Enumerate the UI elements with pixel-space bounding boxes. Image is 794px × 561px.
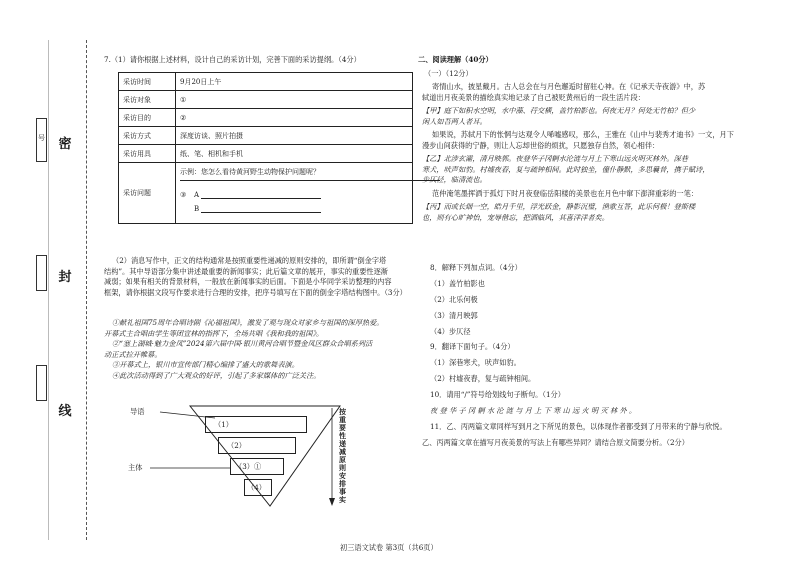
passage-line: 轼道出月夜美景的描绘真实地记录了自己被贬黄州后的一段生活片段： bbox=[422, 92, 645, 102]
q8-item[interactable]: （1）盖竹柏影也 bbox=[430, 279, 485, 288]
answer-line-b[interactable] bbox=[194, 205, 321, 213]
para-line: 减弱；如果有相关的背景材料，一般放在新闻事实的后面。下面是小华同学采访整理的内容 bbox=[104, 277, 392, 286]
q12-title: 乙、丙两篇文章在描写月夜美景的写法上有哪些异同？请结合原文简要分析。（2分） bbox=[422, 438, 689, 447]
side-char: 性 bbox=[339, 431, 346, 440]
answer-b-label: B bbox=[194, 205, 200, 213]
passage-yi: 【乙】北涉玄灞，清月映郭。夜登华子冈辋水沦涟与月上下寒山远火明灭林外。深巷 bbox=[422, 154, 688, 163]
news-item: ③开幕式上，银川市宣传部门精心编排了盛大的歌舞表演。 bbox=[112, 360, 299, 369]
answer-a-label: A bbox=[194, 191, 200, 199]
part-one-title: （一）（12分） bbox=[424, 69, 473, 78]
side-char: 按 bbox=[339, 407, 346, 416]
table-label: 采访目的 bbox=[119, 109, 176, 127]
q8-item[interactable]: （2）北乐何极 bbox=[430, 295, 478, 304]
side-char: 原 bbox=[339, 455, 346, 464]
q9-item[interactable]: （2）村墟夜舂，复与疏钟相间。 bbox=[430, 374, 536, 383]
id-box-label: 号 bbox=[38, 134, 45, 142]
news-item: ②“塞上湖城·魅力金凤”2024第六届中国·银川黄河合唱节暨金凤区群众合唱系列活 bbox=[112, 339, 373, 348]
body-label: 主体 bbox=[128, 463, 143, 472]
margin-line bbox=[48, 40, 49, 540]
table-value: 9月20日上午 bbox=[176, 73, 413, 91]
q10-sentence[interactable]: 夜 登 华 子 冈 辋 水 沦 涟 与 月 上 下 寒 山 远 火 明 灭 林 外 。 bbox=[430, 406, 637, 415]
table-label: 采访时间 bbox=[119, 73, 176, 91]
side-char: 要 bbox=[339, 423, 346, 432]
q8-title: 8．解释下列加点词。（4分） bbox=[430, 263, 522, 272]
slot-2[interactable] bbox=[218, 437, 296, 454]
table-label: 采访用具 bbox=[119, 145, 176, 163]
table-row bbox=[119, 73, 413, 91]
q8-item[interactable]: （4）步仄径 bbox=[430, 327, 471, 336]
passage-line: 范仲淹笔墨挥洒于孤灯下时月夜登临岳阳楼的美景也在月色中窜下澎湃重彩的一笔： bbox=[432, 188, 698, 198]
table-row bbox=[119, 163, 413, 224]
side-char: 事 bbox=[339, 487, 346, 496]
interview-plan-table bbox=[118, 72, 413, 224]
side-char: 重 bbox=[339, 415, 346, 424]
news-item: ④此次活动得到了广大观众的好评，引起了多家媒体的广泛关注。 bbox=[112, 370, 321, 380]
passage-line: 漫步山间获得的宁静，则让人忘却世俗的烦扰，只愿独存自然，领心相伴： bbox=[422, 140, 660, 150]
id-box bbox=[36, 118, 47, 162]
q9-item[interactable]: （1）深巷寒犬，吠声如豹。 bbox=[430, 358, 521, 367]
q10-title: 10．请用“/”符号给划线句子断句。（1分） bbox=[430, 390, 565, 399]
passage-line: 也，则有心旷神怡，宠辱偕忘，把酒临风，其喜洋洋者矣。 bbox=[422, 212, 609, 222]
para-line: 结构”。其中导语部分集中讲述最重要的新闻事实；此后篇文章的展开，事实的重要性逐渐 bbox=[104, 266, 388, 276]
q11-title: 11．乙、丙两篇文章同样写到月之下所见的景色，以体现作者都受到了月带来的宁静与欣悦。 bbox=[430, 422, 727, 431]
question-example: 示例：您怎么看待黄河野生动物保护问题呢？ bbox=[180, 167, 440, 181]
seal-char-mi: 密 bbox=[58, 137, 72, 152]
table-row bbox=[119, 145, 413, 163]
table-value: 深度访谈、照片拍摄 bbox=[176, 127, 413, 145]
passage-line: 闲人如吾两人者耳。 bbox=[422, 116, 487, 126]
passage-jia: 【甲】庭下如积水空明，水中藻、荇交横，盖竹柏影也。何夜无月？何处无竹柏？但少 bbox=[422, 106, 696, 115]
q7-title: 7.（1）请你根据上述材料，设计自己的采访计划，完善下面的采访提纲。（4分） bbox=[104, 55, 361, 64]
passage-line: 寒犬，吠声如豹。村墟夜舂，复与疏钟相间。此时独坐，僮仆静默，多思曩昔，携手赋诗， bbox=[422, 164, 710, 174]
news-item: ①献礼祖国75周年合唱诗剧《沁福祖国》，激发了观与现众对家乡与祖国的深厚热爱。 bbox=[112, 318, 384, 327]
page-footer: 初三语文试卷 第3页（共6页） bbox=[340, 543, 438, 552]
table-value[interactable]: ② bbox=[176, 109, 413, 127]
section-title: 二、阅读理解（40分） bbox=[418, 55, 493, 64]
table-value: 纸、笔、相机和手机 bbox=[176, 145, 413, 163]
news-item: 动正式拉开帷幕。 bbox=[104, 349, 162, 359]
name-box bbox=[36, 255, 47, 291]
side-char: 实 bbox=[339, 495, 346, 504]
table-label: 采访方式 bbox=[119, 127, 176, 145]
questions-cell bbox=[176, 163, 413, 224]
side-char: 减 bbox=[339, 447, 346, 456]
reading-passage bbox=[422, 82, 752, 223]
passage-line: 步仄径，临清流也。 bbox=[422, 175, 487, 184]
table-row bbox=[119, 91, 413, 109]
q8-item[interactable]: （3）清月映郭 bbox=[430, 311, 478, 320]
slot-1[interactable] bbox=[205, 416, 307, 433]
slot-label: （4） bbox=[247, 483, 266, 492]
slot-label: （1） bbox=[214, 420, 233, 429]
q9-title: 9．翻译下面句子。（4分） bbox=[430, 342, 515, 351]
table-label: 采访对象 bbox=[119, 91, 176, 109]
slot-4[interactable] bbox=[244, 479, 272, 496]
answer-line-a[interactable] bbox=[194, 191, 321, 199]
side-char: 安 bbox=[339, 471, 346, 480]
slot-label: （2） bbox=[227, 441, 246, 450]
slot-3[interactable] bbox=[230, 458, 284, 475]
side-char: 则 bbox=[339, 463, 346, 472]
para-line: （2）消息写作中，正文的结构通常是按照重要性递减的原则安排的，即所谓“倒金字塔 bbox=[112, 256, 387, 265]
side-char: 排 bbox=[339, 479, 346, 488]
table-value[interactable]: ① bbox=[176, 91, 413, 109]
slot-label: （3）① bbox=[235, 462, 262, 471]
binding-dashed-line bbox=[86, 40, 87, 540]
passage-line: 如果说，苏轼月下的怅惘与达观令人唏嘘感叹，那么，王雅在《山中与裴秀才迪书》一文，月下 bbox=[432, 130, 734, 139]
lead-label: 导语 bbox=[130, 407, 145, 416]
news-items bbox=[104, 318, 404, 381]
structure-paragraph bbox=[104, 256, 407, 298]
passage-line: 寄情山水，披星戴月。古人总会在与月色邂逅时留驻心神。在《记承天寺夜游》中，苏 bbox=[432, 82, 706, 91]
q3-marker: ③ bbox=[180, 191, 187, 199]
news-item: 开幕式主合唱由学生等团宣林的指挥下，全场共唱《我和我的祖国》。 bbox=[104, 328, 324, 338]
seal-char-xian: 线 bbox=[58, 404, 72, 419]
side-char: 递 bbox=[339, 439, 346, 448]
arrow-head bbox=[329, 498, 335, 506]
para-line: 框架，请你根据文段写作要求进行合理的安排，把序号填写在下面的倒金字塔结构图中。（3分） bbox=[104, 287, 407, 297]
seal-char-feng: 封 bbox=[58, 270, 72, 285]
table-row bbox=[119, 109, 413, 127]
class-box bbox=[36, 365, 47, 401]
table-label: 采访问题 bbox=[119, 163, 176, 224]
passage-bing: 【丙】而或长烟一空，皓月千里，浮光跃金，静影沉璧，渔歌互答，此乐何极！登斯楼 bbox=[422, 202, 696, 211]
importance-side-label bbox=[338, 408, 347, 504]
table-row bbox=[119, 127, 413, 145]
